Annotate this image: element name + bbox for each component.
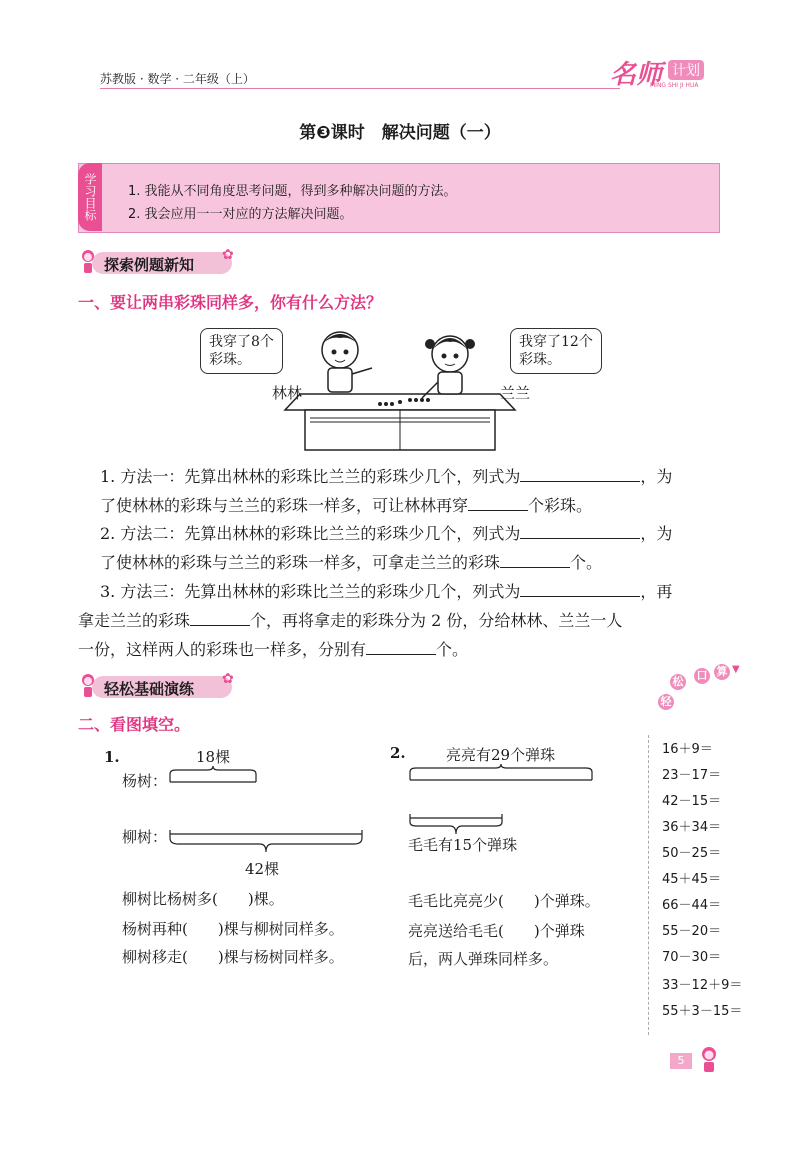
method-3-line-1 xyxy=(100,580,672,602)
text: 2. 方法二：先算出林林的彩珠比兰兰的彩珠少几个，列式为 xyxy=(100,524,521,543)
p2-question-2: 亮亮送给毛毛( )个弹珠 xyxy=(408,922,585,940)
triangle-icon: ▼ xyxy=(732,664,740,675)
goal-item: 1. 我能从不同角度思考问题，得到多种解决问题的方法。 xyxy=(128,184,457,199)
name-linlin: 林林 xyxy=(272,384,303,402)
flower-icon: ✿ xyxy=(222,671,234,687)
page-number: 5 xyxy=(670,1053,692,1069)
text: 个彩珠。 xyxy=(528,496,593,515)
section-heading-practice: 轻松基础演练 xyxy=(104,680,195,698)
bubble-line: 我穿了8个 xyxy=(209,334,274,350)
flower-icon: ✿ xyxy=(222,247,234,263)
mental-math-item: 70－30＝ xyxy=(662,950,722,965)
text: 了使林林的彩珠与兰兰的彩珠一样多，可拿走兰兰的彩珠 xyxy=(100,553,501,572)
mental-math-item: 55－20＝ xyxy=(662,924,722,939)
text: ，再 xyxy=(640,582,673,601)
text: 个。 xyxy=(436,640,469,659)
girl-mascot-icon xyxy=(698,1046,720,1080)
method-3-line-2 xyxy=(78,609,622,631)
name-lanlan: 兰兰 xyxy=(500,384,531,402)
learning-goals-tab: 学习目标 xyxy=(78,163,102,231)
problem-2-number: 2. xyxy=(390,744,406,762)
p1-top-label: 18棵 xyxy=(196,748,231,766)
logo-big: 名师 xyxy=(610,60,663,90)
mental-math-item: 42－15＝ xyxy=(662,794,722,809)
mental-math-item: 36＋34＝ xyxy=(662,820,722,835)
yang-brace xyxy=(168,766,258,790)
p2-question-3: 后，两人弹珠同样多。 xyxy=(408,950,559,968)
section-heading-explore: 探索例题新知 xyxy=(104,256,195,274)
text: 一份，这样两人的彩珠也一样多，分别有 xyxy=(78,640,367,659)
answer-blank[interactable] xyxy=(366,638,436,655)
p1-yang-label: 杨树： xyxy=(122,772,168,790)
bubble-line: 我穿了12个 xyxy=(519,334,593,350)
p1-question-3: 柳树移走( )棵与杨树同样多。 xyxy=(122,948,344,966)
bubble-line: 彩珠。 xyxy=(519,352,561,368)
text: 了使林林的彩珠与兰兰的彩珠一样多，可让林林再穿 xyxy=(100,496,469,515)
logo-pinyin: MING SHI JI HUA xyxy=(650,82,699,89)
answer-blank[interactable] xyxy=(520,522,640,539)
edition-label: 苏教版 · 数学 · 二年级（上） xyxy=(100,72,255,86)
question-1-title: 一、要让两串彩珠同样多，你有什么方法？ xyxy=(78,293,383,312)
answer-blank[interactable] xyxy=(500,551,570,568)
mental-math-item: 50－25＝ xyxy=(662,846,722,861)
text: 拿走兰兰的彩珠 xyxy=(78,611,191,630)
text: 3. 方法三：先算出林林的彩珠比兰兰的彩珠少几个，列式为 xyxy=(100,582,521,601)
problem-1-number: 1. xyxy=(104,748,120,766)
sidebar-divider xyxy=(648,735,650,1035)
mental-math-item: 16＋9＝ xyxy=(662,742,713,757)
girl-mascot-icon xyxy=(78,248,98,282)
text: 1. 方法一：先算出林林的彩珠比兰兰的彩珠少几个，列式为 xyxy=(100,467,521,486)
p1-bottom-label: 42棵 xyxy=(245,860,280,878)
liu-brace xyxy=(168,830,364,860)
text: ，为 xyxy=(640,524,673,543)
p2-bottom-label: 毛毛有15个弹珠 xyxy=(408,836,518,854)
method-2-line-2 xyxy=(100,551,602,573)
mental-math-item: 66－44＝ xyxy=(662,898,722,913)
brand-logo xyxy=(610,52,720,92)
answer-blank[interactable] xyxy=(520,580,640,597)
p1-question-1: 柳树比杨树多( )棵。 xyxy=(122,890,284,908)
method-2-line-1 xyxy=(100,522,672,544)
p2-top-label: 亮亮有29个弹珠 xyxy=(446,746,556,764)
method-3-line-3 xyxy=(78,638,468,660)
text: ，为 xyxy=(640,467,673,486)
logo-small: 计划 xyxy=(668,60,704,80)
text: 个。 xyxy=(570,553,603,572)
mental-math-item: 33－12＋9＝ xyxy=(662,978,743,993)
girl-mascot-icon xyxy=(78,672,98,706)
speech-bubble-lan xyxy=(510,328,602,374)
title-char: 算 xyxy=(714,664,730,680)
method-1-line-1 xyxy=(100,465,672,487)
p1-question-2: 杨树再种( )棵与柳树同样多。 xyxy=(122,920,344,938)
bubble-line: 彩珠。 xyxy=(209,352,251,368)
header-rule xyxy=(100,88,620,89)
title-char: 轻 xyxy=(658,694,674,710)
answer-blank[interactable] xyxy=(468,494,528,511)
mental-math-item: 45＋45＝ xyxy=(662,872,722,887)
p2-question-1: 毛毛比亮亮少( )个弹珠。 xyxy=(408,892,600,910)
mental-math-item: 55＋3－15＝ xyxy=(662,1004,743,1019)
answer-blank[interactable] xyxy=(520,465,640,482)
mental-math-title xyxy=(650,664,740,718)
question-2-title: 二、看图填空。 xyxy=(78,715,191,734)
answer-blank[interactable] xyxy=(190,609,250,626)
mental-math-item: 23－17＝ xyxy=(662,768,722,783)
p1-liu-label: 柳树： xyxy=(122,828,168,846)
method-1-line-2 xyxy=(100,494,592,516)
text: 个，再将拿走的彩珠分为 2 份，分给林林、兰兰一人 xyxy=(250,611,623,630)
liangliang-brace xyxy=(408,764,594,788)
goal-item: 2. 我会应用一一对应的方法解决问题。 xyxy=(128,207,353,222)
title-char: 口 xyxy=(694,668,710,684)
speech-bubble-lin xyxy=(200,328,283,374)
title-char: 松 xyxy=(670,674,686,690)
page-title: 第❸课时 解决问题（一） xyxy=(299,123,501,143)
